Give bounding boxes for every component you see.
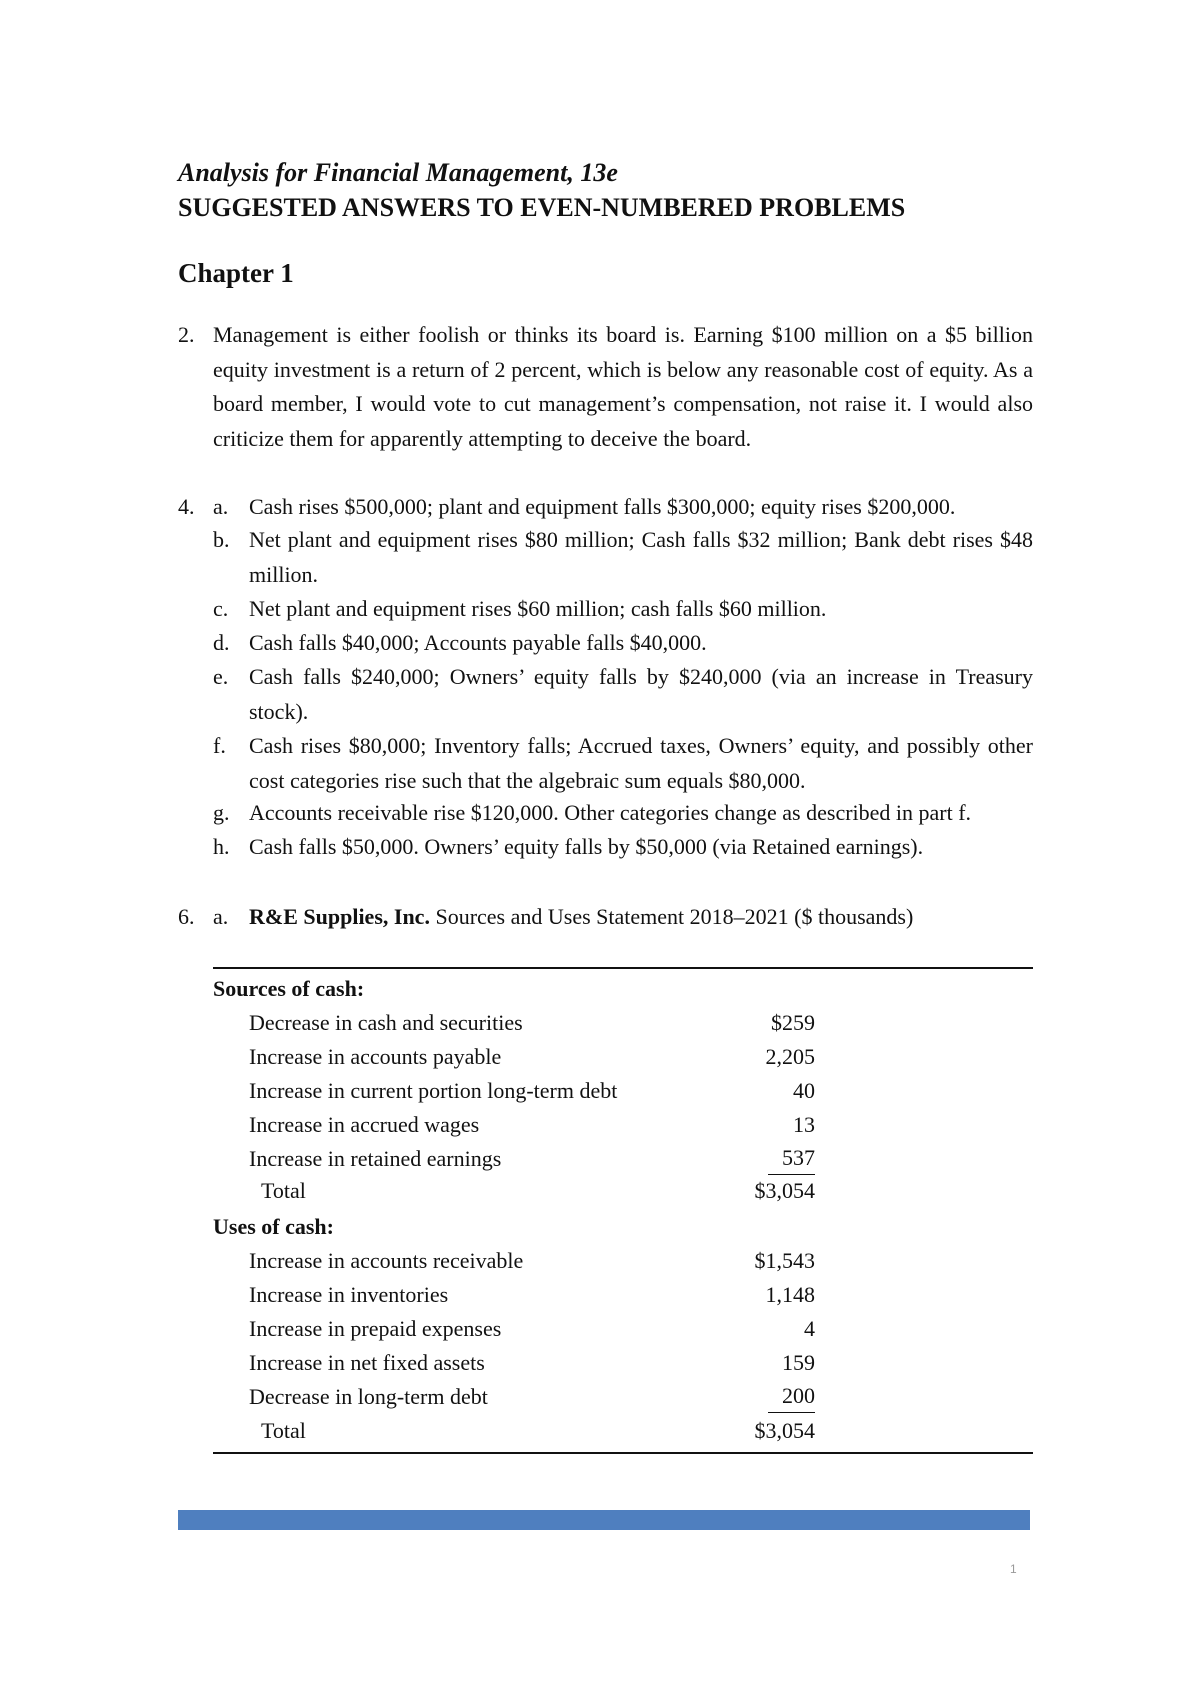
table-bottom-rule: [213, 1452, 1033, 1454]
uses-total-value: $3,054: [754, 1418, 815, 1443]
table-row-label: Increase in current portion long-term debt: [249, 1078, 618, 1103]
table-row-value: 2,205: [765, 1044, 815, 1069]
problem-4e-text: Cash falls $240,000; Owners’ equity falls by $240,000 (via an increase in Treasury stock).: [249, 664, 1033, 724]
table-row-value: 200: [768, 1380, 815, 1413]
table-row-value: $1,543: [754, 1248, 815, 1273]
uses-of-cash-label: Uses of cash:: [213, 1214, 334, 1239]
problem-4a-text: Cash rises $500,000; plant and equipment falls $300,000; equity rises $200,000.: [249, 494, 956, 519]
table-row-label: Increase in accounts payable: [249, 1044, 502, 1069]
problem-6-number: 6.: [178, 904, 195, 929]
sources-of-cash-label: Sources of cash:: [213, 976, 365, 1001]
problem-4d-text: Cash falls $40,000; Accounts payable falls $40,000.: [249, 630, 707, 655]
problem-4f-letter: f.: [213, 733, 226, 758]
problem-4g-text: Accounts receivable rise $120,000. Other categories change as described in part f.: [249, 800, 972, 825]
table-row-label: Increase in inventories: [249, 1282, 449, 1307]
problem-4b-letter: b.: [213, 527, 230, 552]
problem-2-number: 2.: [178, 322, 195, 347]
table-row-label: Increase in accounts receivable: [249, 1248, 524, 1273]
problem-4b-text: Net plant and equipment rises $80 million; Cash falls $32 million; Bank debt rises $48 million.: [249, 527, 1033, 587]
table-row-label: Increase in retained earnings: [249, 1146, 502, 1171]
table-row-label: Increase in prepaid expenses: [249, 1316, 502, 1341]
problem-2-text: Management is either foolish or thinks its board is. Earning $100 million on a $5 billion equity investment is a return of 2 percent, which is below any reasonable cost of equity. As a board member, I would vote to cut management’s compensation, not raise it. I would also criticize them for apparently attempting to deceive the board.: [213, 322, 1033, 451]
table-row-value: 4: [804, 1316, 815, 1341]
statement-title: Sources and Uses Statement 2018–2021 ($ thousands): [429, 904, 914, 929]
chapter-heading: Chapter 1: [178, 258, 294, 288]
problem-4-number: 4.: [178, 494, 195, 519]
table-row-value: 13: [793, 1112, 815, 1137]
footer-bar: [178, 1510, 1030, 1530]
sources-uses-heading: [249, 900, 913, 935]
book-title: Analysis for Financial Management, 13e: [178, 158, 618, 187]
problem-4g-letter: g.: [213, 800, 230, 825]
problem-4a-letter: a.: [213, 494, 229, 519]
table-row-value: 40: [793, 1078, 815, 1103]
problem-4c-letter: c.: [213, 596, 229, 621]
problem-4h-letter: h.: [213, 834, 230, 859]
table-row-label: Increase in accrued wages: [249, 1112, 480, 1137]
table-row-label: Decrease in long-term debt: [249, 1384, 488, 1409]
document-subtitle: SUGGESTED ANSWERS TO EVEN-NUMBERED PROBLEMS: [178, 193, 906, 222]
page-number: 1: [1010, 1562, 1017, 1576]
table-top-rule: [213, 967, 1033, 969]
problem-4d-letter: d.: [213, 630, 230, 655]
table-row-value: 1,148: [765, 1282, 815, 1307]
problem-4e-letter: e.: [213, 664, 229, 689]
uses-total-label: Total: [261, 1418, 306, 1443]
sources-total-value: $3,054: [754, 1178, 815, 1203]
table-row-value: 159: [782, 1350, 815, 1375]
table-row-value: $259: [771, 1010, 815, 1035]
table-row-label: Decrease in cash and securities: [249, 1010, 523, 1035]
table-row-label: Increase in net fixed assets: [249, 1350, 485, 1375]
company-name: R&E Supplies, Inc.: [249, 904, 430, 929]
problem-4f-text: Cash rises $80,000; Inventory falls; Accrued taxes, Owners’ equity, and possibly other cost categories rise such that the algebraic sum equals $80,000.: [249, 733, 1033, 793]
sources-total-label: Total: [261, 1178, 306, 1203]
problem-4h-text: Cash falls $50,000. Owners’ equity falls by $50,000 (via Retained earnings).: [249, 834, 924, 859]
problem-6a-letter: a.: [213, 904, 229, 929]
table-row-value: 537: [768, 1142, 815, 1175]
problem-4c-text: Net plant and equipment rises $60 million; cash falls $60 million.: [249, 596, 827, 621]
